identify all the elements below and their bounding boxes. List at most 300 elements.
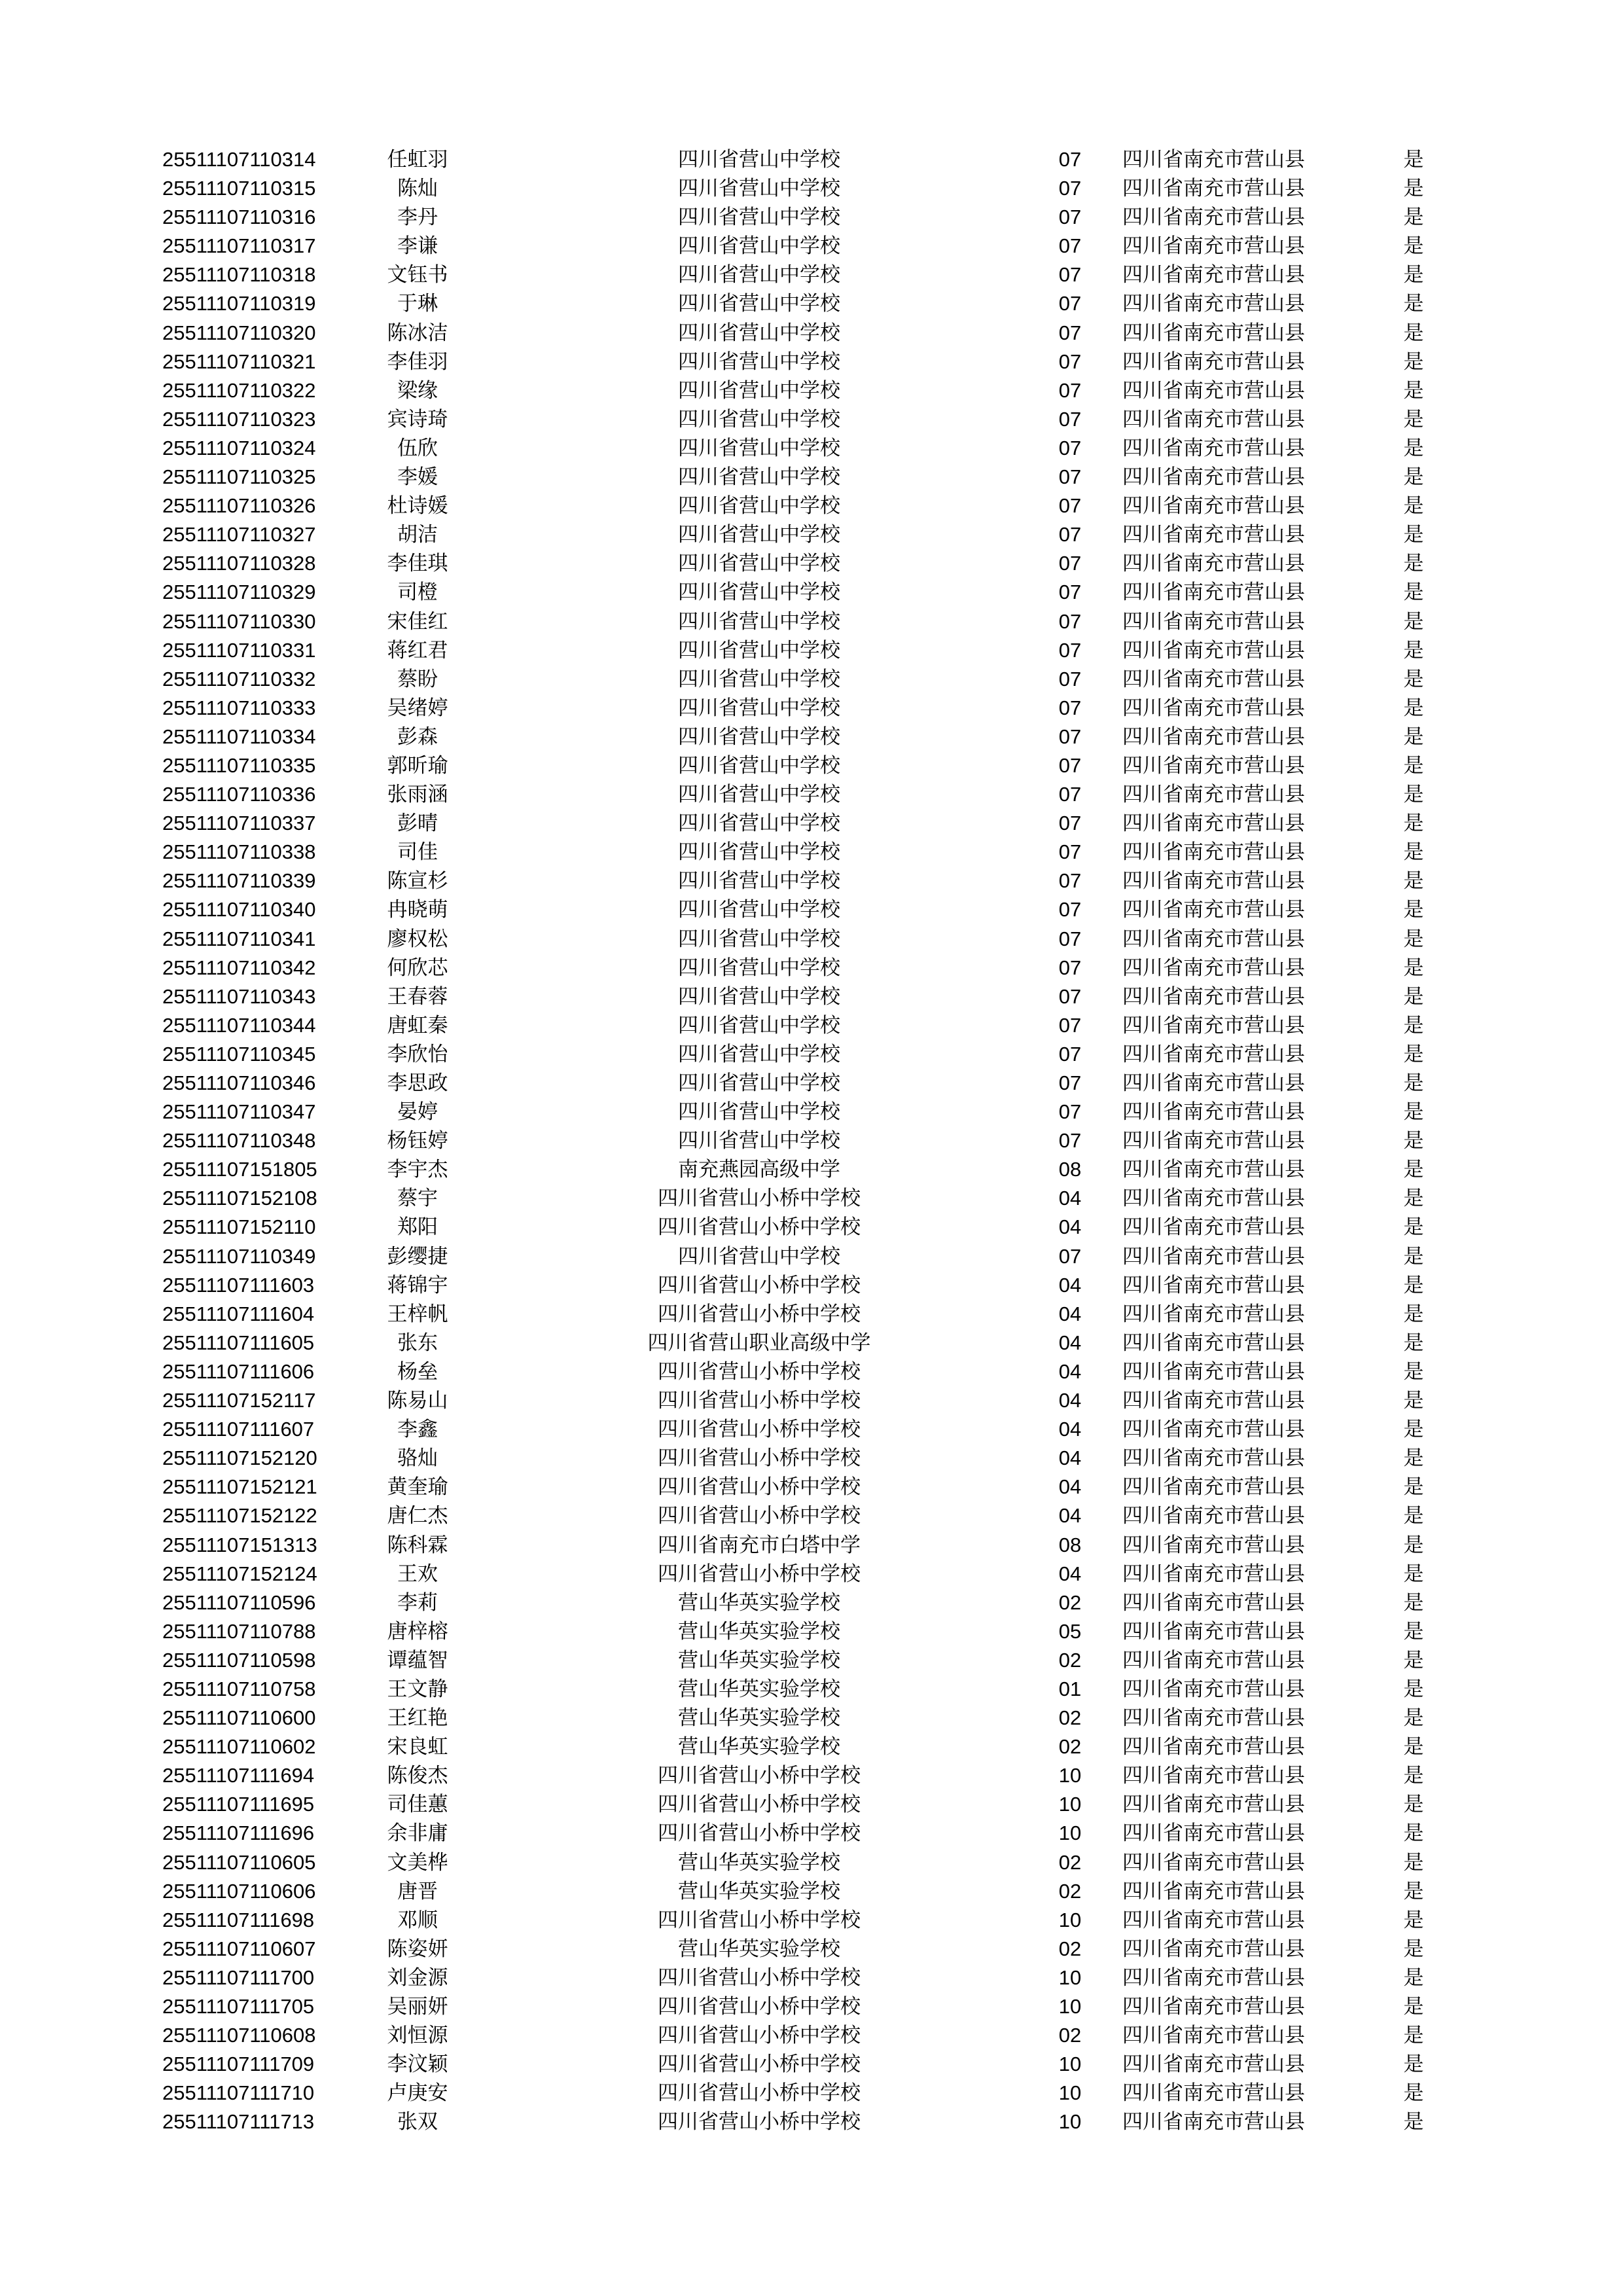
status-flag-cell: 是: [1403, 1562, 1424, 1586]
table-row: [0, 1040, 1623, 1069]
category-code-cell: 02: [1058, 1879, 1082, 1903]
table-row: [0, 232, 1623, 260]
region-cell: 四川省南充市营山县: [1122, 523, 1305, 547]
status-flag-cell: 是: [1403, 638, 1424, 662]
table-row: [0, 1906, 1623, 1935]
category-code-cell: 02: [1058, 1706, 1082, 1730]
student-id-cell: 25511107111605: [162, 1331, 315, 1354]
region-cell: 四川省南充市营山县: [1122, 378, 1305, 403]
table-row: [0, 2021, 1623, 2050]
student-id-cell: 25511107110323: [162, 407, 316, 431]
school-cell: 四川省营山中学校: [678, 927, 840, 951]
status-flag-cell: 是: [1403, 696, 1424, 720]
student-id-cell: 25511107110788: [162, 1619, 316, 1643]
category-code-cell: 10: [1058, 2081, 1082, 2105]
region-cell: 四川省南充市营山县: [1122, 1908, 1305, 1932]
student-id-cell: 25511107110339: [162, 869, 316, 893]
category-code-cell: 07: [1058, 263, 1082, 287]
region-cell: 四川省南充市营山县: [1122, 177, 1305, 201]
region-cell: 四川省南充市营山县: [1122, 148, 1305, 171]
status-flag-cell: 是: [1403, 263, 1424, 287]
school-cell: 南充燕园高级中学: [678, 1158, 840, 1182]
region-cell: 四川省南充市营山县: [1122, 812, 1305, 836]
student-name-cell: 陈姿妍: [387, 1937, 448, 1961]
student-id-cell: 25511107110316: [162, 206, 316, 229]
category-code-cell: 07: [1058, 234, 1082, 258]
student-id-cell: 25511107110345: [162, 1042, 316, 1066]
status-flag-cell: 是: [1403, 1590, 1424, 1615]
table-row: [0, 723, 1623, 751]
table-row: [0, 2079, 1623, 2108]
school-cell: 营山华英实验学校: [678, 1648, 840, 1672]
student-id-cell: 25511107110606: [162, 1879, 316, 1903]
school-cell: 四川省营山小桥中学校: [658, 1389, 861, 1413]
student-name-cell: 司佳蕙: [387, 1793, 448, 1817]
student-name-cell: 彭晴: [397, 812, 438, 836]
category-code-cell: 10: [1058, 1965, 1082, 1989]
table-row: [0, 1935, 1623, 1964]
category-code-cell: 04: [1058, 1331, 1082, 1354]
student-id-cell: 25511107152108: [162, 1187, 317, 1210]
student-name-cell: 李汶颖: [387, 2053, 448, 2077]
table-row: [0, 434, 1623, 463]
status-flag-cell: 是: [1403, 321, 1424, 345]
region-cell: 四川省南充市营山县: [1122, 1359, 1305, 1384]
status-flag-cell: 是: [1403, 1446, 1424, 1471]
table-row: [0, 1126, 1623, 1155]
student-name-cell: 廖权松: [387, 927, 448, 951]
student-name-cell: 卢庚安: [387, 2081, 448, 2106]
school-cell: 四川省营山小桥中学校: [658, 1764, 861, 1788]
student-name-cell: 刘金源: [387, 1965, 448, 1990]
student-name-cell: 黄奎瑜: [387, 1475, 448, 1499]
table-row: [0, 1300, 1623, 1329]
status-flag-cell: 是: [1403, 783, 1424, 807]
category-code-cell: 04: [1058, 1562, 1082, 1585]
category-code-cell: 04: [1058, 1475, 1082, 1499]
student-id-cell: 25511107110600: [162, 1706, 316, 1730]
school-cell: 四川省营山小桥中学校: [658, 1359, 861, 1384]
school-cell: 四川省营山中学校: [678, 523, 840, 547]
student-id-cell: 25511107152120: [162, 1446, 317, 1470]
student-id-cell: 25511107111694: [162, 1764, 315, 1787]
table-row: [0, 982, 1623, 1011]
status-flag-cell: 是: [1403, 1302, 1424, 1326]
school-cell: 四川省营山中学校: [678, 263, 840, 287]
table-row: [0, 1761, 1623, 1790]
student-name-cell: 郭昕瑜: [387, 753, 448, 778]
school-cell: 四川省营山中学校: [678, 234, 840, 259]
table-row: [0, 1444, 1623, 1473]
school-cell: 四川省营山小桥中学校: [658, 1908, 861, 1932]
student-id-cell: 25511107152121: [162, 1475, 317, 1499]
region-cell: 四川省南充市营山县: [1122, 840, 1305, 865]
school-cell: 营山华英实验学校: [678, 1735, 840, 1759]
category-code-cell: 04: [1058, 1389, 1082, 1412]
category-code-cell: 04: [1058, 1418, 1082, 1441]
table-row: [0, 1098, 1623, 1126]
category-code-cell: 02: [1058, 1648, 1082, 1672]
school-cell: 四川省营山小桥中学校: [658, 1215, 861, 1240]
school-cell: 四川省营山小桥中学校: [658, 1273, 861, 1297]
table-row: [0, 203, 1623, 232]
status-flag-cell: 是: [1403, 812, 1424, 836]
category-code-cell: 04: [1058, 1359, 1082, 1383]
status-flag-cell: 是: [1403, 869, 1424, 893]
category-code-cell: 07: [1058, 696, 1082, 719]
category-code-cell: 07: [1058, 407, 1082, 431]
school-cell: 四川省营山小桥中学校: [658, 1302, 861, 1326]
student-name-cell: 唐虹秦: [387, 1013, 448, 1037]
student-name-cell: 王文静: [387, 1677, 448, 1701]
student-id-cell: 25511107110342: [162, 956, 316, 979]
region-cell: 四川省南充市营山县: [1122, 2053, 1305, 2077]
school-cell: 四川省营山中学校: [678, 292, 840, 316]
student-name-cell: 晏婷: [397, 1100, 438, 1124]
school-cell: 四川省营山中学校: [678, 1100, 840, 1124]
student-id-cell: 25511107110340: [162, 898, 316, 922]
student-id-cell: 25511107110596: [162, 1590, 316, 1614]
student-name-cell: 冉晓萌: [387, 898, 448, 922]
category-code-cell: 10: [1058, 1821, 1082, 1845]
school-cell: 四川省营山小桥中学校: [658, 2024, 861, 2048]
student-name-cell: 司橙: [397, 581, 438, 605]
student-id-cell: 25511107110319: [162, 292, 316, 315]
student-name-cell: 骆灿: [397, 1446, 438, 1471]
region-cell: 四川省南充市营山县: [1122, 1937, 1305, 1961]
school-cell: 四川省营山小桥中学校: [658, 1475, 861, 1499]
student-name-cell: 唐晋: [397, 1879, 438, 1903]
region-cell: 四川省南充市营山县: [1122, 1215, 1305, 1240]
student-name-cell: 司佳: [397, 840, 438, 865]
school-cell: 四川省营山中学校: [678, 148, 840, 171]
student-name-cell: 吴丽妍: [387, 1995, 448, 2018]
student-id-cell: 25511107110324: [162, 436, 316, 459]
category-code-cell: 07: [1058, 148, 1082, 171]
table-row: [0, 1357, 1623, 1386]
school-cell: 四川省营山中学校: [678, 552, 840, 576]
region-cell: 四川省南充市营山县: [1122, 1504, 1305, 1528]
status-flag-cell: 是: [1403, 1418, 1424, 1442]
table-row: [0, 694, 1623, 723]
table-row: [0, 174, 1623, 203]
region-cell: 四川省南充市营山县: [1122, 1042, 1305, 1066]
region-cell: 四川省南充市营山县: [1122, 898, 1305, 922]
student-id-cell: 25511107111700: [162, 1965, 315, 1989]
school-cell: 四川省营山中学校: [678, 696, 840, 720]
student-id-cell: 25511107110343: [162, 984, 316, 1008]
student-name-cell: 唐梓榕: [387, 1619, 448, 1643]
table-row: [0, 1964, 1623, 1992]
region-cell: 四川省南充市营山县: [1122, 1302, 1305, 1326]
status-flag-cell: 是: [1403, 1706, 1424, 1731]
category-code-cell: 02: [1058, 1937, 1082, 1960]
category-code-cell: 07: [1058, 869, 1082, 893]
region-cell: 四川省南充市营山县: [1122, 350, 1305, 374]
student-id-cell: 25511107152110: [162, 1215, 316, 1239]
student-name-cell: 邓顺: [397, 1908, 438, 1932]
table-row: [0, 1271, 1623, 1300]
table-row: [0, 1213, 1623, 1242]
student-name-cell: 郑阳: [397, 1215, 438, 1240]
student-id-cell: 25511107111713: [162, 2110, 315, 2134]
table-row: [0, 607, 1623, 636]
status-flag-cell: 是: [1403, 1389, 1424, 1413]
table-row: [0, 1386, 1623, 1415]
school-cell: 四川省营山中学校: [678, 177, 840, 201]
student-name-cell: 文钰书: [387, 263, 448, 287]
status-flag-cell: 是: [1403, 1793, 1424, 1817]
student-id-cell: 25511107110607: [162, 1937, 316, 1960]
region-cell: 四川省南充市营山县: [1122, 1764, 1305, 1788]
student-id-cell: 25511107110758: [162, 1677, 316, 1700]
status-flag-cell: 是: [1403, 1331, 1424, 1355]
status-flag-cell: 是: [1403, 1995, 1424, 2018]
student-id-cell: 25511107110315: [162, 177, 316, 200]
student-name-cell: 李欣怡: [387, 1042, 448, 1066]
school-cell: 四川省营山中学校: [678, 407, 840, 431]
category-code-cell: 02: [1058, 1735, 1082, 1759]
student-id-cell: 25511107110314: [162, 148, 316, 171]
region-cell: 四川省南充市营山县: [1122, 1244, 1305, 1268]
student-id-cell: 25511107110328: [162, 552, 316, 575]
table-row: [0, 1242, 1623, 1271]
student-id-cell: 25511107110320: [162, 321, 316, 344]
status-flag-cell: 是: [1403, 465, 1424, 490]
region-cell: 四川省南充市营山县: [1122, 869, 1305, 893]
student-name-cell: 李宇杰: [387, 1158, 448, 1182]
status-flag-cell: 是: [1403, 1619, 1424, 1643]
student-name-cell: 李佳羽: [387, 350, 448, 374]
student-id-cell: 25511107110349: [162, 1244, 316, 1268]
region-cell: 四川省南充市营山县: [1122, 1418, 1305, 1442]
student-name-cell: 彭森: [397, 725, 438, 749]
status-flag-cell: 是: [1403, 234, 1424, 259]
school-cell: 四川省营山中学校: [678, 581, 840, 605]
student-id-cell: 25511107111604: [162, 1302, 315, 1325]
table-row: [0, 1184, 1623, 1213]
status-flag-cell: 是: [1403, 206, 1424, 230]
category-code-cell: 07: [1058, 292, 1082, 315]
student-name-cell: 唐仁杰: [387, 1504, 448, 1528]
category-code-cell: 07: [1058, 523, 1082, 547]
student-name-cell: 李媛: [397, 465, 438, 490]
school-cell: 四川省营山小桥中学校: [658, 1446, 861, 1471]
status-flag-cell: 是: [1403, 1937, 1424, 1961]
table-row: [0, 319, 1623, 348]
table-row: [0, 780, 1623, 809]
category-code-cell: 07: [1058, 206, 1082, 229]
school-cell: 四川省营山小桥中学校: [658, 2110, 861, 2134]
table-row: [0, 549, 1623, 578]
region-cell: 四川省南充市营山县: [1122, 2081, 1305, 2106]
region-cell: 四川省南充市营山县: [1122, 1158, 1305, 1182]
category-code-cell: 07: [1058, 667, 1082, 691]
student-name-cell: 蔡宇: [397, 1187, 438, 1211]
student-name-cell: 任虹羽: [387, 148, 448, 171]
status-flag-cell: 是: [1403, 292, 1424, 316]
status-flag-cell: 是: [1403, 2024, 1424, 2048]
student-name-cell: 张雨涵: [387, 783, 448, 807]
student-name-cell: 伍欣: [397, 436, 438, 460]
student-id-cell: 25511107110331: [162, 638, 316, 662]
school-cell: 营山华英实验学校: [678, 1706, 840, 1731]
table-row: [0, 405, 1623, 434]
student-name-cell: 李思政: [387, 1071, 448, 1095]
status-flag-cell: 是: [1403, 148, 1424, 171]
school-cell: 四川省营山中学校: [678, 869, 840, 893]
student-id-cell: 25511107110334: [162, 725, 316, 748]
table-row: [0, 520, 1623, 549]
school-cell: 四川省营山中学校: [678, 436, 840, 460]
region-cell: 四川省南充市营山县: [1122, 1533, 1305, 1557]
school-cell: 四川省营山中学校: [678, 667, 840, 691]
student-id-cell: 25511107110336: [162, 783, 316, 806]
category-code-cell: 10: [1058, 2110, 1082, 2134]
student-name-cell: 宋佳红: [387, 609, 448, 634]
category-code-cell: 07: [1058, 1071, 1082, 1094]
region-cell: 四川省南充市营山县: [1122, 321, 1305, 345]
student-id-cell: 25511107110322: [162, 378, 316, 402]
table-row: [0, 867, 1623, 895]
student-id-cell: 25511107111603: [162, 1273, 315, 1297]
table-row: [0, 1617, 1623, 1646]
region-cell: 四川省南充市营山县: [1122, 2110, 1305, 2134]
school-cell: 四川省营山中学校: [678, 898, 840, 922]
region-cell: 四川省南充市营山县: [1122, 984, 1305, 1009]
status-flag-cell: 是: [1403, 1648, 1424, 1672]
school-cell: 四川省营山中学校: [678, 1244, 840, 1268]
category-code-cell: 07: [1058, 753, 1082, 777]
region-cell: 四川省南充市营山县: [1122, 1273, 1305, 1297]
status-flag-cell: 是: [1403, 1158, 1424, 1182]
region-cell: 四川省南充市营山县: [1122, 1850, 1305, 1874]
category-code-cell: 10: [1058, 1995, 1082, 2018]
category-code-cell: 07: [1058, 1100, 1082, 1124]
school-cell: 四川省营山中学校: [678, 1071, 840, 1095]
category-code-cell: 07: [1058, 581, 1082, 604]
school-cell: 四川省营山中学校: [678, 206, 840, 230]
table-row: [0, 2108, 1623, 2136]
region-cell: 四川省南充市营山县: [1122, 609, 1305, 634]
student-name-cell: 李佳琪: [387, 552, 448, 576]
student-name-cell: 李丹: [397, 206, 438, 230]
category-code-cell: 07: [1058, 177, 1082, 200]
student-id-cell: 25511107152117: [162, 1389, 316, 1412]
student-id-cell: 25511107110346: [162, 1071, 316, 1094]
category-code-cell: 07: [1058, 1042, 1082, 1066]
status-flag-cell: 是: [1403, 1042, 1424, 1066]
region-cell: 四川省南充市营山县: [1122, 725, 1305, 749]
student-id-cell: 25511107110602: [162, 1735, 316, 1759]
student-id-cell: 25511107110605: [162, 1850, 316, 1874]
table-row: [0, 1732, 1623, 1761]
table-row: [0, 289, 1623, 318]
student-id-cell: 25511107111705: [162, 1995, 315, 2018]
student-name-cell: 陈宣杉: [387, 869, 448, 893]
student-id-cell: 25511107110341: [162, 927, 316, 950]
table-row: [0, 954, 1623, 982]
student-name-cell: 宾诗琦: [387, 407, 448, 431]
category-code-cell: 01: [1058, 1677, 1082, 1700]
school-cell: 四川省营山中学校: [678, 494, 840, 518]
region-cell: 四川省南充市营山县: [1122, 1129, 1305, 1153]
status-flag-cell: 是: [1403, 1244, 1424, 1268]
region-cell: 四川省南充市营山县: [1122, 1965, 1305, 1990]
status-flag-cell: 是: [1403, 2110, 1424, 2134]
category-code-cell: 04: [1058, 1187, 1082, 1210]
table-row: [0, 1704, 1623, 1732]
student-id-cell: 25511107151805: [162, 1158, 317, 1181]
student-name-cell: 陈易山: [387, 1389, 448, 1413]
region-cell: 四川省南充市营山县: [1122, 292, 1305, 316]
category-code-cell: 04: [1058, 1215, 1082, 1239]
region-cell: 四川省南充市营山县: [1122, 638, 1305, 662]
school-cell: 营山华英实验学校: [678, 1879, 840, 1903]
region-cell: 四川省南充市营山县: [1122, 1879, 1305, 1903]
status-flag-cell: 是: [1403, 1475, 1424, 1499]
status-flag-cell: 是: [1403, 350, 1424, 374]
school-cell: 四川省营山中学校: [678, 609, 840, 634]
student-name-cell: 王春蓉: [387, 984, 448, 1009]
table-row: [0, 492, 1623, 520]
status-flag-cell: 是: [1403, 177, 1424, 201]
region-cell: 四川省南充市营山县: [1122, 206, 1305, 230]
student-id-cell: 25511107152124: [162, 1562, 317, 1585]
region-cell: 四川省南充市营山县: [1122, 263, 1305, 287]
status-flag-cell: 是: [1403, 898, 1424, 922]
status-flag-cell: 是: [1403, 1359, 1424, 1384]
category-code-cell: 04: [1058, 1446, 1082, 1470]
status-flag-cell: 是: [1403, 667, 1424, 691]
category-code-cell: 07: [1058, 494, 1082, 518]
status-flag-cell: 是: [1403, 609, 1424, 634]
student-name-cell: 刘恒源: [387, 2024, 448, 2048]
student-name-cell: 杨钰婷: [387, 1129, 448, 1153]
student-name-cell: 陈科霖: [387, 1533, 448, 1557]
student-name-cell: 胡洁: [397, 523, 438, 547]
region-cell: 四川省南充市营山县: [1122, 927, 1305, 951]
table-row: [0, 1069, 1623, 1098]
table-row: [0, 1877, 1623, 1906]
status-flag-cell: 是: [1403, 1735, 1424, 1759]
school-cell: 四川省南充市白塔中学: [658, 1533, 861, 1557]
student-name-cell: 蒋红君: [387, 638, 448, 662]
category-code-cell: 07: [1058, 465, 1082, 489]
student-id-cell: 25511107110332: [162, 667, 316, 691]
status-flag-cell: 是: [1403, 1187, 1424, 1211]
student-id-cell: 25511107110321: [162, 350, 316, 373]
table-row: [0, 895, 1623, 924]
school-cell: 四川省营山小桥中学校: [658, 1187, 861, 1211]
table-row: [0, 665, 1623, 694]
student-name-cell: 张东: [397, 1331, 438, 1355]
category-code-cell: 07: [1058, 783, 1082, 806]
student-id-cell: 25511107110348: [162, 1129, 316, 1153]
school-cell: 四川省营山中学校: [678, 840, 840, 865]
category-code-cell: 04: [1058, 1273, 1082, 1297]
table-row: [0, 145, 1623, 174]
category-code-cell: 02: [1058, 1590, 1082, 1614]
student-name-cell: 李谦: [397, 234, 438, 259]
student-name-cell: 杜诗媛: [387, 494, 448, 518]
status-flag-cell: 是: [1403, 1215, 1424, 1240]
school-cell: 四川省营山中学校: [678, 984, 840, 1009]
student-id-cell: 25511107111606: [162, 1359, 315, 1383]
category-code-cell: 07: [1058, 1244, 1082, 1268]
status-flag-cell: 是: [1403, 1677, 1424, 1701]
student-name-cell: 于琳: [397, 292, 438, 316]
